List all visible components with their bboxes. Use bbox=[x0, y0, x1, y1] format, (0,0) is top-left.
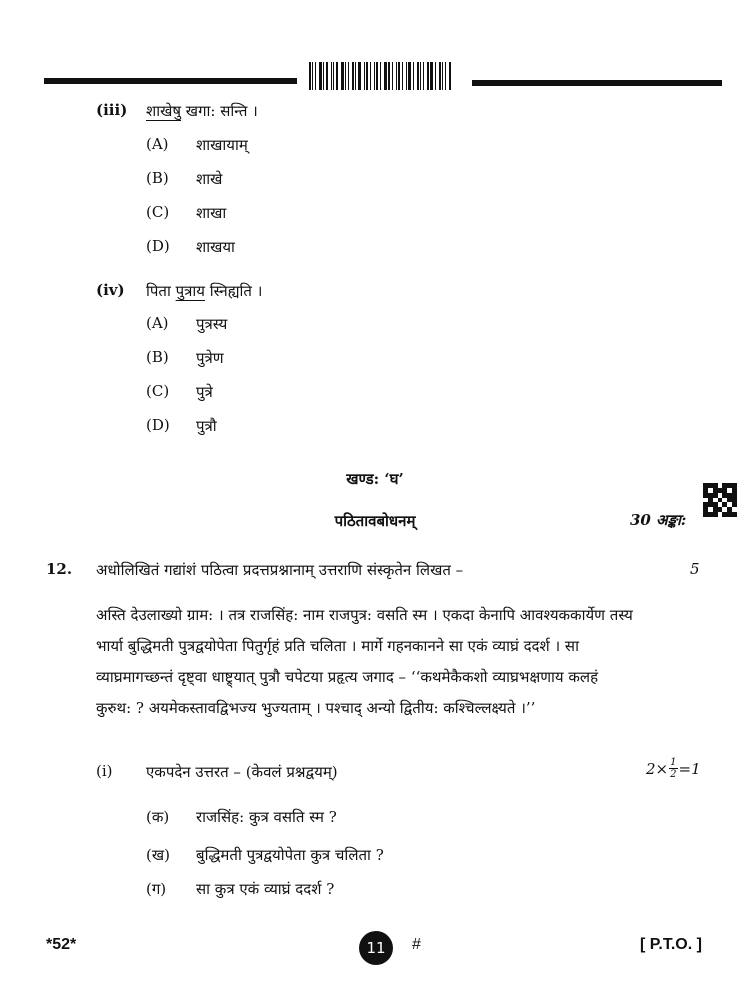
header-rule-left bbox=[44, 78, 297, 84]
page-number: 11 bbox=[359, 931, 393, 965]
option-text: शाखे bbox=[196, 170, 223, 188]
subquestion-number: (i) bbox=[96, 762, 113, 780]
barcode-bar bbox=[315, 62, 316, 90]
barcode-bar bbox=[427, 62, 429, 90]
barcode-bar bbox=[352, 62, 354, 90]
passage bbox=[96, 600, 696, 724]
sub-item-text: राजसिंह: कुत्र वसति स्म ? bbox=[196, 808, 337, 826]
barcode-bar bbox=[396, 62, 397, 90]
header-rule-right bbox=[472, 80, 722, 86]
question-iv-text bbox=[146, 281, 262, 301]
barcode-icon bbox=[309, 62, 459, 90]
fraction-denominator: 2 bbox=[670, 769, 677, 780]
barcode-bar bbox=[345, 62, 346, 90]
barcode-bar bbox=[384, 62, 387, 90]
barcode-bar bbox=[388, 62, 390, 90]
subquestion-text: एकपदेन उत्तरत – (केवलं प्रश्नद्वयम्) bbox=[146, 763, 338, 781]
question-text-post: स्निह्यति । bbox=[205, 282, 263, 300]
marks-suffix: =1 bbox=[678, 759, 701, 778]
question-iii-number: (iii) bbox=[96, 101, 128, 119]
option-text: शाखायाम् bbox=[196, 136, 248, 154]
question-iv-number: (iv) bbox=[96, 281, 125, 299]
barcode-bar bbox=[366, 62, 368, 90]
sub-item-label: (ग) bbox=[146, 880, 167, 898]
barcode-bar bbox=[402, 62, 403, 90]
sub-item-text: सा कुत्र एकं व्याघ्रं ददर्श ? bbox=[196, 880, 335, 898]
footer-pto: [ P.T.O. ] bbox=[640, 936, 702, 953]
option-label: (A) bbox=[146, 314, 169, 332]
fraction-numerator: 1 bbox=[670, 757, 677, 768]
barcode-bar bbox=[319, 62, 322, 90]
barcode-bar bbox=[392, 62, 393, 90]
barcode-bar bbox=[355, 62, 356, 90]
question-text-post: खगा: सन्ति । bbox=[181, 102, 258, 120]
barcode-bar bbox=[376, 62, 378, 90]
barcode-bar bbox=[333, 62, 334, 90]
barcode-bar bbox=[423, 62, 424, 90]
option-text: पुत्रौ bbox=[196, 417, 217, 435]
barcode-bar bbox=[420, 62, 421, 90]
marks-prefix: 2× bbox=[646, 759, 669, 778]
barcode-bar bbox=[323, 62, 324, 90]
barcode-bar bbox=[406, 62, 407, 90]
question-12-number: 12. bbox=[46, 560, 73, 578]
barcode-bar bbox=[341, 62, 344, 90]
option-label: (D) bbox=[146, 237, 170, 255]
underlined-word: शाखेषु bbox=[146, 102, 182, 120]
option-label: (A) bbox=[146, 135, 169, 153]
passage-line: भार्या बुद्धिमती पुत्रद्वयोपेता पितुर्गृहं प्रति चलिता । मार्गे गहनकानने सा एकं व्याघ्रं ददर्श । सा bbox=[96, 637, 579, 655]
barcode-bar bbox=[417, 62, 419, 90]
barcode-bar bbox=[312, 62, 313, 90]
barcode-bar bbox=[430, 62, 433, 90]
marks-fraction bbox=[669, 757, 677, 780]
barcode-bar bbox=[336, 62, 338, 90]
subquestion-marks bbox=[646, 757, 701, 780]
option-label: (B) bbox=[146, 169, 169, 187]
barcode-bar bbox=[408, 62, 411, 90]
barcode-bar bbox=[348, 62, 349, 90]
barcode-bar bbox=[449, 62, 451, 90]
barcode-bar bbox=[439, 62, 441, 90]
barcode-bar bbox=[413, 62, 414, 90]
question-text-pre: पिता bbox=[146, 282, 176, 300]
section-title: खण्ड: ‘घ’ bbox=[346, 470, 404, 488]
option-text: पुत्रस्य bbox=[196, 315, 228, 333]
option-label: (D) bbox=[146, 416, 170, 434]
barcode-bar bbox=[398, 62, 400, 90]
question-iii-text bbox=[146, 101, 258, 121]
section-subtitle: पठितावबोधनम् bbox=[334, 512, 416, 530]
question-12-instruction: अधोलिखितं गद्यांशं पठित्वा प्रदत्तप्रश्नानाम् उत्तराणि संस्कृतेन लिखत – bbox=[96, 561, 464, 579]
section-marks: 30 अङ्का: bbox=[630, 511, 687, 529]
barcode-bar bbox=[358, 62, 361, 90]
footer-hash: # bbox=[412, 936, 421, 953]
option-label: (C) bbox=[146, 203, 170, 221]
underlined-word: पुत्राय bbox=[175, 282, 205, 300]
option-label: (C) bbox=[146, 382, 170, 400]
barcode-bar bbox=[445, 62, 446, 90]
barcode-bar bbox=[326, 62, 328, 90]
option-text: शाखा bbox=[196, 204, 227, 222]
sub-item-text: बुद्धिमती पुत्रद्वयोपेता कुत्र चलिता ? bbox=[196, 846, 384, 864]
passage-line: व्याघ्रमागच्छन्तं दृष्ट्वा धाष्ट्र्यात् पुत्रौ चपेटया प्रहृत्य जगाद – ‘‘कथमेकैकशो व्याघ्रभक्षणाय कलहं bbox=[96, 668, 599, 686]
sub-item-label: (क) bbox=[146, 808, 170, 826]
passage-line: अस्ति देउलाख्यो ग्राम: । तत्र राजसिंह: नाम राजपुत्र: वसति स्म । एकदा केनापि आवश्यककार्येण तस्य bbox=[96, 606, 633, 624]
barcode-bar bbox=[435, 62, 436, 90]
barcode-bar bbox=[380, 62, 381, 90]
barcode-bar bbox=[442, 62, 443, 90]
barcode-bar bbox=[364, 62, 365, 90]
barcode-bar bbox=[374, 62, 375, 90]
sub-item-label: (ख) bbox=[146, 846, 170, 864]
question-12-marks: 5 bbox=[690, 560, 700, 578]
barcode-bar bbox=[309, 62, 311, 90]
footer-code: *52* bbox=[46, 936, 77, 953]
barcode-bar bbox=[370, 62, 371, 90]
barcode-bar bbox=[331, 62, 332, 90]
option-text: शाखया bbox=[196, 238, 235, 256]
passage-line: कुरुथ: ? अयमेकस्तावद्विभज्य भुज्यताम् । पश्चाद् अन्यो द्वितीय: कश्चिल्लक्ष्यते ।’’ bbox=[96, 699, 536, 717]
option-text: पुत्रेण bbox=[196, 349, 224, 367]
option-label: (B) bbox=[146, 348, 169, 366]
option-text: पुत्रे bbox=[196, 383, 213, 401]
